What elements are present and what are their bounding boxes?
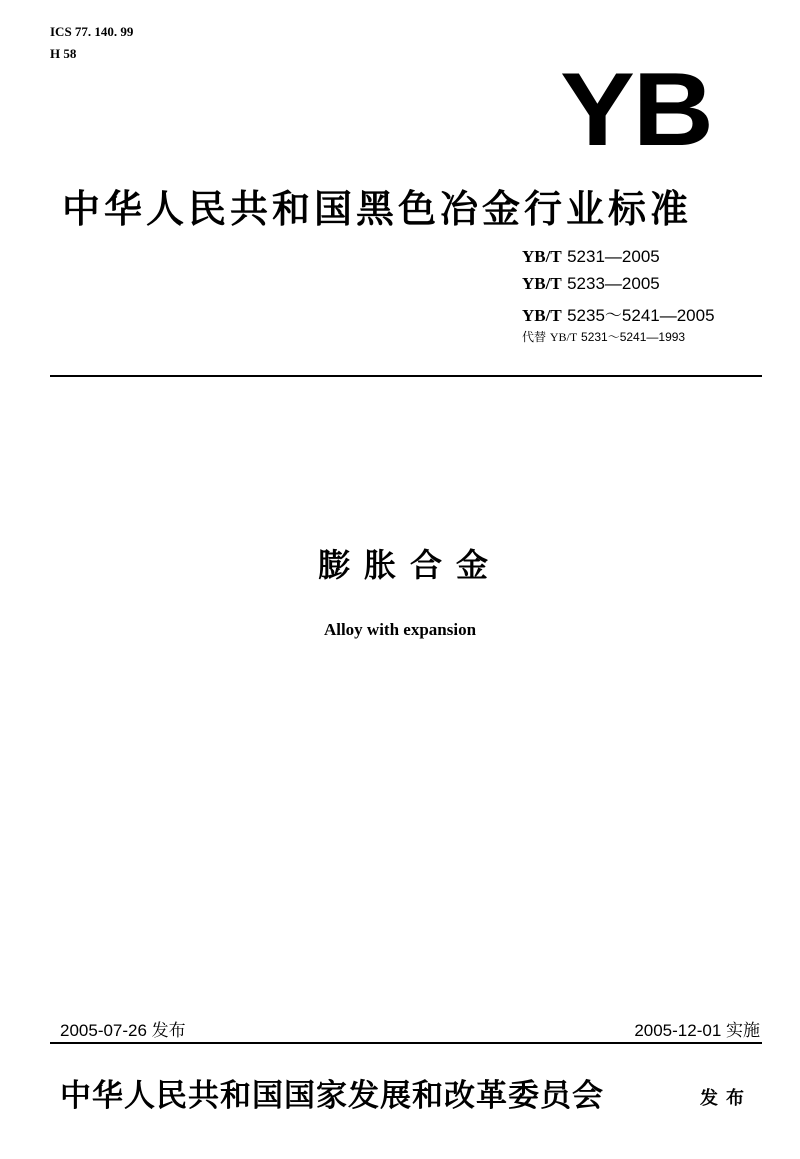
bottom-divider	[50, 1042, 762, 1044]
standard-number	[522, 301, 715, 326]
replaces-code: 5231～5241—1993	[581, 330, 686, 344]
yb-logo: YB	[560, 52, 712, 168]
classification-code: H 58	[50, 46, 77, 61]
document-subtitle: Alloy with expansion	[323, 620, 477, 639]
implementation-date: 2005-12-01 实施	[634, 1021, 760, 1040]
standard-code: 5231—2005	[567, 247, 660, 266]
standard-prefix: YB/T	[522, 247, 562, 266]
industry-standard-title: 中华人民共和国黑色冶金行业标准	[62, 187, 693, 231]
replaces-label: 代替	[522, 330, 547, 344]
issuing-authority: 中华人民共和国国家发展和改革委员会	[60, 1078, 604, 1114]
issue-action: 发布	[700, 1088, 752, 1109]
replaces-note	[522, 328, 685, 345]
standard-number	[522, 274, 660, 294]
standard-code: 5233—2005	[567, 274, 660, 293]
standard-number	[522, 247, 660, 267]
replaces-prefix: YB/T	[549, 330, 578, 344]
standard-prefix: YB/T	[522, 306, 562, 325]
standard-code: 5235～5241—2005	[567, 306, 715, 325]
document-title: 膨胀合金	[317, 546, 502, 584]
standard-prefix: YB/T	[522, 274, 562, 293]
ics-code: ICS 77. 140. 99	[50, 24, 134, 39]
top-divider	[50, 375, 762, 377]
issue-date: 2005-07-26 发布	[60, 1021, 186, 1040]
